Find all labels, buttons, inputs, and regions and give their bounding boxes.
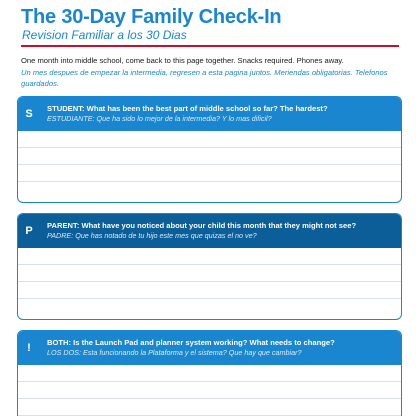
answer-line[interactable] xyxy=(18,248,401,265)
both-answer-lines[interactable] xyxy=(18,365,401,416)
answer-line[interactable] xyxy=(18,131,401,148)
answer-line[interactable] xyxy=(18,265,401,282)
page-subtitle: Revision Familiar a los 30 Dias xyxy=(22,28,187,42)
parent-answer-lines[interactable] xyxy=(18,248,401,316)
answer-line[interactable] xyxy=(18,165,401,182)
page-title: The 30-Day Family Check-In xyxy=(21,6,282,28)
both-question-en: BOTH: Is the Launch Pad and planner system working? What needs to change? xyxy=(47,338,335,347)
parent-question-en: PARENT: What have you noticed about your child this month that they might not see? xyxy=(47,221,357,230)
both-section-header xyxy=(18,331,401,365)
intro-english: One month into middle school, come back to this page together. Snacks required. Phones away. xyxy=(21,56,344,65)
both-badge: ! xyxy=(27,342,31,354)
parent-question-es: PADRE: Que has notado de tu hijo este mes que quizas el no ve? xyxy=(47,231,257,240)
answer-line[interactable] xyxy=(18,382,401,399)
intro-spanish: Un mes despues de empezar la intermedia, regresen a esta pagina juntos. Meriendas obligatorias. Telefonos guardados. xyxy=(21,68,388,89)
title-divider xyxy=(21,45,399,47)
student-section-header xyxy=(18,97,401,131)
parent-section-header xyxy=(18,214,401,248)
student-question xyxy=(40,104,328,124)
answer-line[interactable] xyxy=(18,182,401,199)
student-badge: S xyxy=(25,108,33,120)
answer-line[interactable] xyxy=(18,399,401,416)
parent-badge: P xyxy=(25,225,33,237)
answer-line[interactable] xyxy=(18,299,401,316)
answer-line[interactable] xyxy=(18,365,401,382)
both-question xyxy=(40,338,335,358)
answer-line[interactable] xyxy=(18,148,401,165)
student-section xyxy=(17,96,402,203)
both-question-es: LOS DOS: Esta funcionando la Plataforma y el sistema? Que hay que cambiar? xyxy=(47,348,302,357)
student-question-es: ESTUDIANTE: Que ha sido lo mejor de la intermedia? Y lo mas dificil? xyxy=(47,114,272,123)
both-section xyxy=(17,330,402,416)
parent-question xyxy=(40,221,356,241)
student-answer-lines[interactable] xyxy=(18,131,401,199)
parent-section xyxy=(17,213,402,320)
answer-line[interactable] xyxy=(18,282,401,299)
student-question-en: STUDENT: What has been the best part of middle school so far? The hardest? xyxy=(47,104,328,113)
